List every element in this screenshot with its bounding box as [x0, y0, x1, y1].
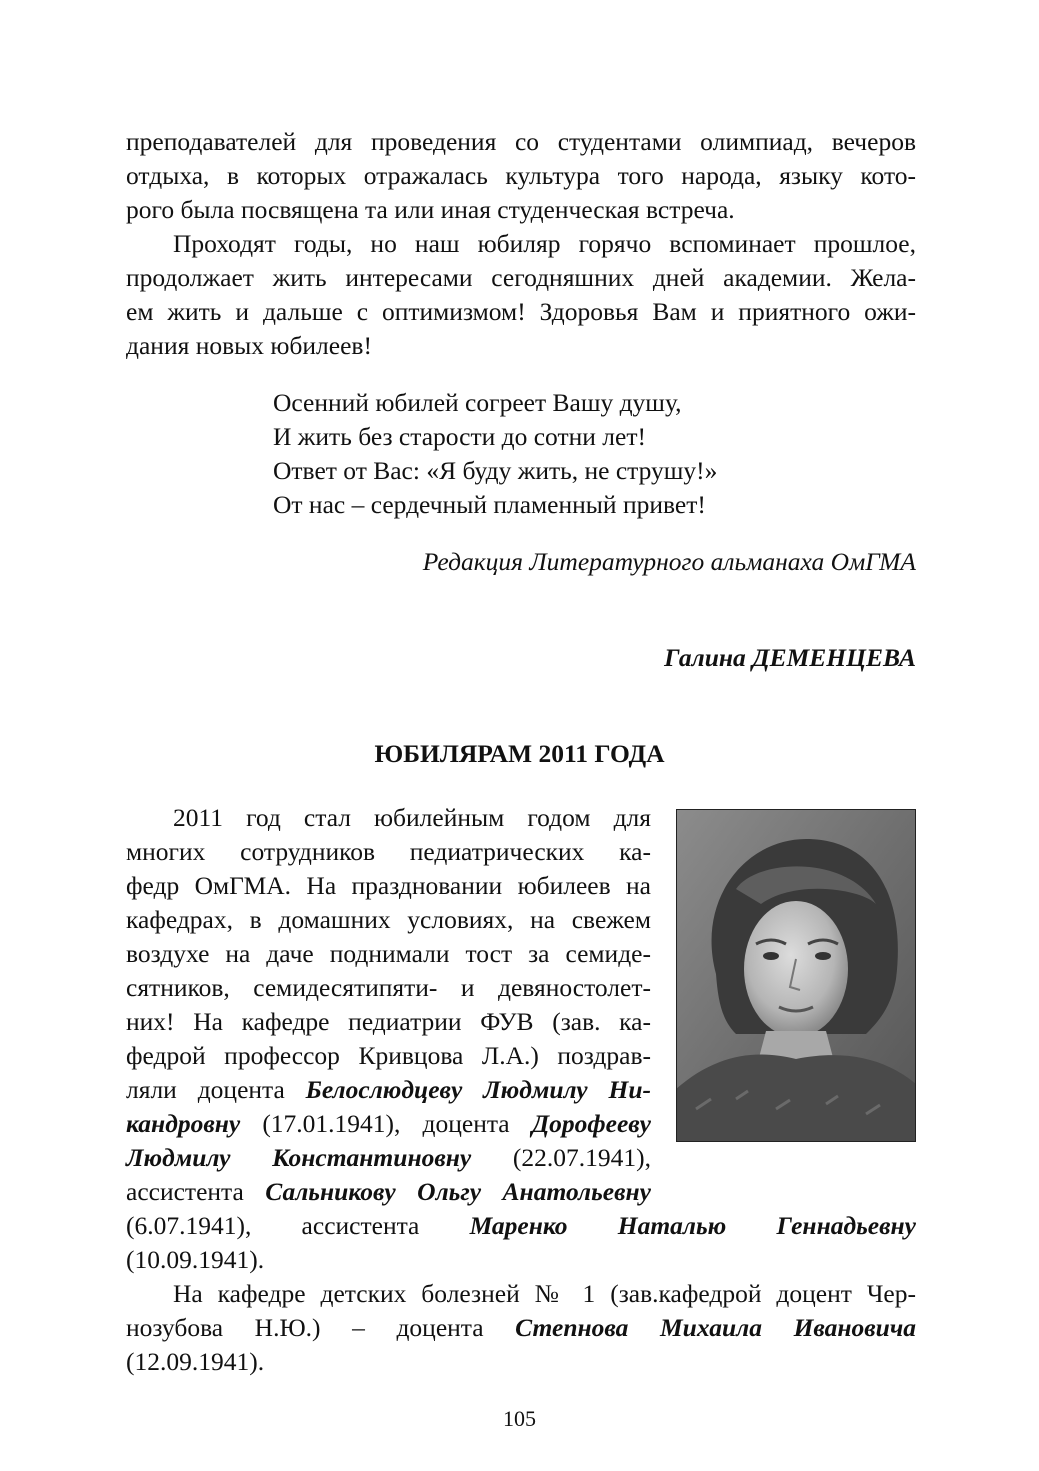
paragraph-1-line-1: преподавателей для проведения со студентами олимпиад, вечеров: [126, 127, 916, 156]
paragraph-3-line-4: кафедрах, в домашних условиях, на свежем: [126, 905, 651, 934]
paragraph-3-line-10: [126, 1107, 651, 1141]
text-run: (6.07.1941), ассистента: [126, 1211, 470, 1240]
poem-line-1: Осенний юбилей согреет Вашу душу,: [273, 388, 682, 417]
portrait-photo: [676, 809, 916, 1142]
paragraph-1-line-3: рого была посвящена та или иная студенческая встреча.: [126, 195, 735, 224]
paragraph-3-line-9: [126, 1073, 651, 1107]
text-run: нозубова Н.Ю.) – доцента: [126, 1313, 516, 1342]
text-run: ассистента: [126, 1177, 266, 1206]
text-run: (17.01.1941), доцента: [240, 1109, 532, 1138]
text-run: (22.07.1941),: [471, 1143, 652, 1172]
name-dorofeeva: Дорофееву: [531, 1109, 651, 1138]
paragraph-2-line-3: ем жить и дальше с оптимизмом! Здоровья Вам и приятного ожи-: [126, 297, 916, 326]
paragraph-3-line-6: сятников, семидесятипяти- и девяностолет-: [126, 973, 651, 1002]
paragraph-3-line-11: [126, 1141, 651, 1175]
paragraph-1-line-2: отдыха, в которых отражалась культура того народа, языку кото-: [126, 161, 916, 190]
paragraph-3-line-14: (10.09.1941).: [126, 1245, 265, 1274]
section-heading: ЮБИЛЯРАМ 2011 ГОДА: [374, 739, 665, 768]
paragraph-2-line-1: Проходят годы, но наш юбиляр горячо вспоминает прошлое,: [173, 229, 916, 258]
poem-line-3: Ответ от Вас: «Я буду жить, не струшу!»: [273, 456, 718, 485]
paragraph-2-line-2: продолжает жить интересами сегодняшних дней академии. Жела-: [126, 263, 916, 292]
paragraph-3-line-5: воздухе на даче поднимали тост за семиде-: [126, 939, 651, 968]
name-marenko: Маренко Наталью Геннадьевну: [469, 1211, 916, 1240]
paragraph-3-line-13: [126, 1209, 916, 1243]
paragraph-4-line-3: (12.09.1941).: [126, 1347, 265, 1376]
paragraph-4-line-1: На кафедре детских болезней № 1 (зав.кафедрой доцент Чер-: [173, 1279, 916, 1308]
poem-line-4: От нас – сердечный пламенный привет!: [273, 490, 706, 519]
page-number: 105: [503, 1406, 536, 1431]
paragraph-2-line-4: дания новых юбилеев!: [126, 331, 372, 360]
text-run: ляли доцента: [126, 1075, 306, 1104]
name-stepnov: Степнова Михаила Ивановича: [515, 1313, 916, 1342]
author-name: Галина ДЕМЕНЦЕВА: [664, 643, 916, 672]
poem-line-2: И жить без старости до сотни лет!: [273, 422, 646, 451]
name-salnikova: Сальникову Ольгу Анатольевну: [265, 1177, 651, 1206]
paragraph-3-line-1: 2011 год стал юбилейным годом для: [173, 803, 651, 832]
paragraph-3-line-8: федрой профессор Кривцова Л.А.) поздрав-: [126, 1041, 651, 1070]
paragraph-4-line-2: [126, 1311, 916, 1345]
name-dorofeeva-cont: Людмилу Константиновну: [126, 1143, 472, 1172]
name-belosludtseva: Белослюдцеву Людмилу Ни-: [305, 1075, 651, 1104]
paragraph-3-line-3: федр ОмГМА. На праздновании юбилеев на: [126, 871, 651, 900]
name-belosludtseva-cont: кандровну: [126, 1109, 241, 1138]
editorial-signature: Редакция Литературного альманаха ОмГМА: [422, 547, 916, 576]
paragraph-3-line-12: [126, 1175, 651, 1209]
paragraph-3-line-7: них! На кафедре педиатрии ФУВ (зав. ка-: [126, 1007, 651, 1036]
paragraph-3-line-2: многих сотрудников педиатрических ка-: [126, 837, 651, 866]
